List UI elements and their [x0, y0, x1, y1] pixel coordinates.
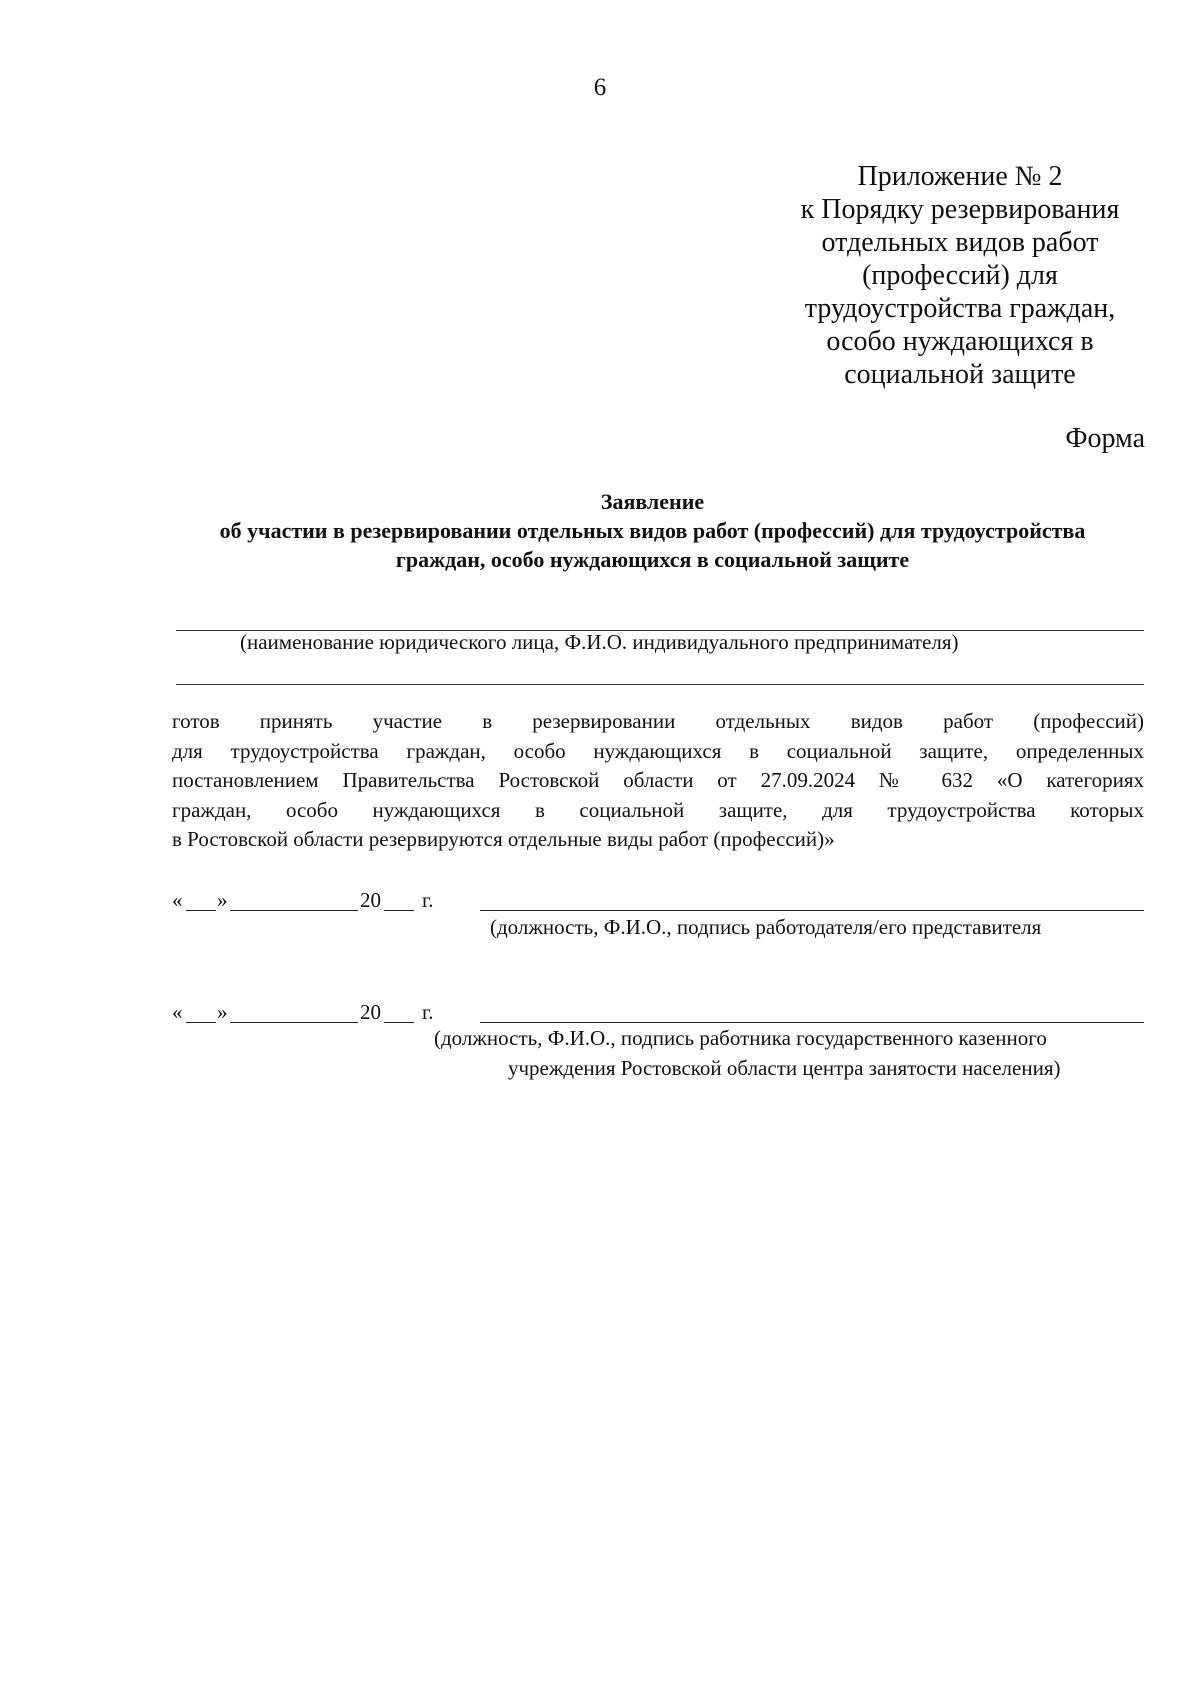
- title-line: об участии в резервировании отдельных видов работ (профессий) для трудоустройства: [219, 518, 1086, 543]
- appendix-line: к Порядку резервирования: [800, 194, 1120, 225]
- appendix-reference: [780, 160, 1140, 391]
- day-field[interactable]: [186, 910, 216, 911]
- appendix-line: (профессий) для: [862, 260, 1058, 291]
- center-signature-caption: (должность, Ф.И.О., подпись работника государственного казенного: [434, 1026, 1047, 1050]
- appendix-line: особо нуждающихся в: [826, 326, 1094, 357]
- document-title: [160, 487, 1145, 574]
- form-label: Форма: [1065, 423, 1145, 454]
- center-date-row: [172, 1000, 1142, 1028]
- page-number: 6: [593, 74, 607, 101]
- appendix-line: отдельных видов работ: [821, 227, 1099, 258]
- center-signature-caption-2: учреждения Ростовской области центра занятости населения): [508, 1056, 1061, 1080]
- quote-open: «: [172, 1000, 183, 1024]
- quote-close: »: [217, 888, 228, 912]
- day-field[interactable]: [186, 1022, 216, 1023]
- org-name-line-2[interactable]: [176, 684, 1144, 685]
- title-line: Заявление: [600, 489, 705, 514]
- year-prefix: 20: [360, 888, 381, 912]
- appendix-line: трудоустройства граждан,: [804, 293, 1116, 324]
- quote-close: »: [217, 1000, 228, 1024]
- year-field[interactable]: [384, 910, 414, 911]
- month-field[interactable]: [230, 910, 358, 911]
- body-paragraph: [172, 707, 1144, 855]
- center-signature-field[interactable]: [480, 1022, 1144, 1023]
- body-line: для трудоустройства граждан, особо нуждающихся в социальной защите, определенных: [172, 738, 1144, 763]
- body-line: готов принять участие в резервировании отдельных видов работ (профессий): [172, 709, 1144, 733]
- body-line: в Ростовской области резервируются отдельные виды работ (профессий)»: [172, 827, 835, 852]
- year-suffix: г.: [422, 888, 434, 912]
- employer-signature-caption: (должность, Ф.И.О., подпись работодателя/его представителя: [490, 915, 1042, 939]
- month-field[interactable]: [230, 1022, 358, 1023]
- year-suffix: г.: [422, 1000, 434, 1024]
- title-line: граждан, особо нуждающихся в социальной защите: [395, 547, 910, 572]
- body-line: постановлением Правительства Ростовской области от 27.09.2024 № 632 «О категориях: [172, 768, 1144, 793]
- year-field[interactable]: [384, 1022, 414, 1023]
- org-name-caption: (наименование юридического лица, Ф.И.О. индивидуального предпринимателя): [240, 630, 959, 654]
- employer-signature-field[interactable]: [480, 910, 1144, 911]
- year-prefix: 20: [360, 1000, 381, 1024]
- appendix-line: социальной защите: [844, 359, 1076, 390]
- employer-date-row: [172, 888, 1142, 916]
- appendix-line: Приложение № 2: [857, 161, 1063, 192]
- body-line: граждан, особо нуждающихся в социальной защите, для трудоустройства которых: [172, 797, 1144, 822]
- quote-open: «: [172, 888, 183, 912]
